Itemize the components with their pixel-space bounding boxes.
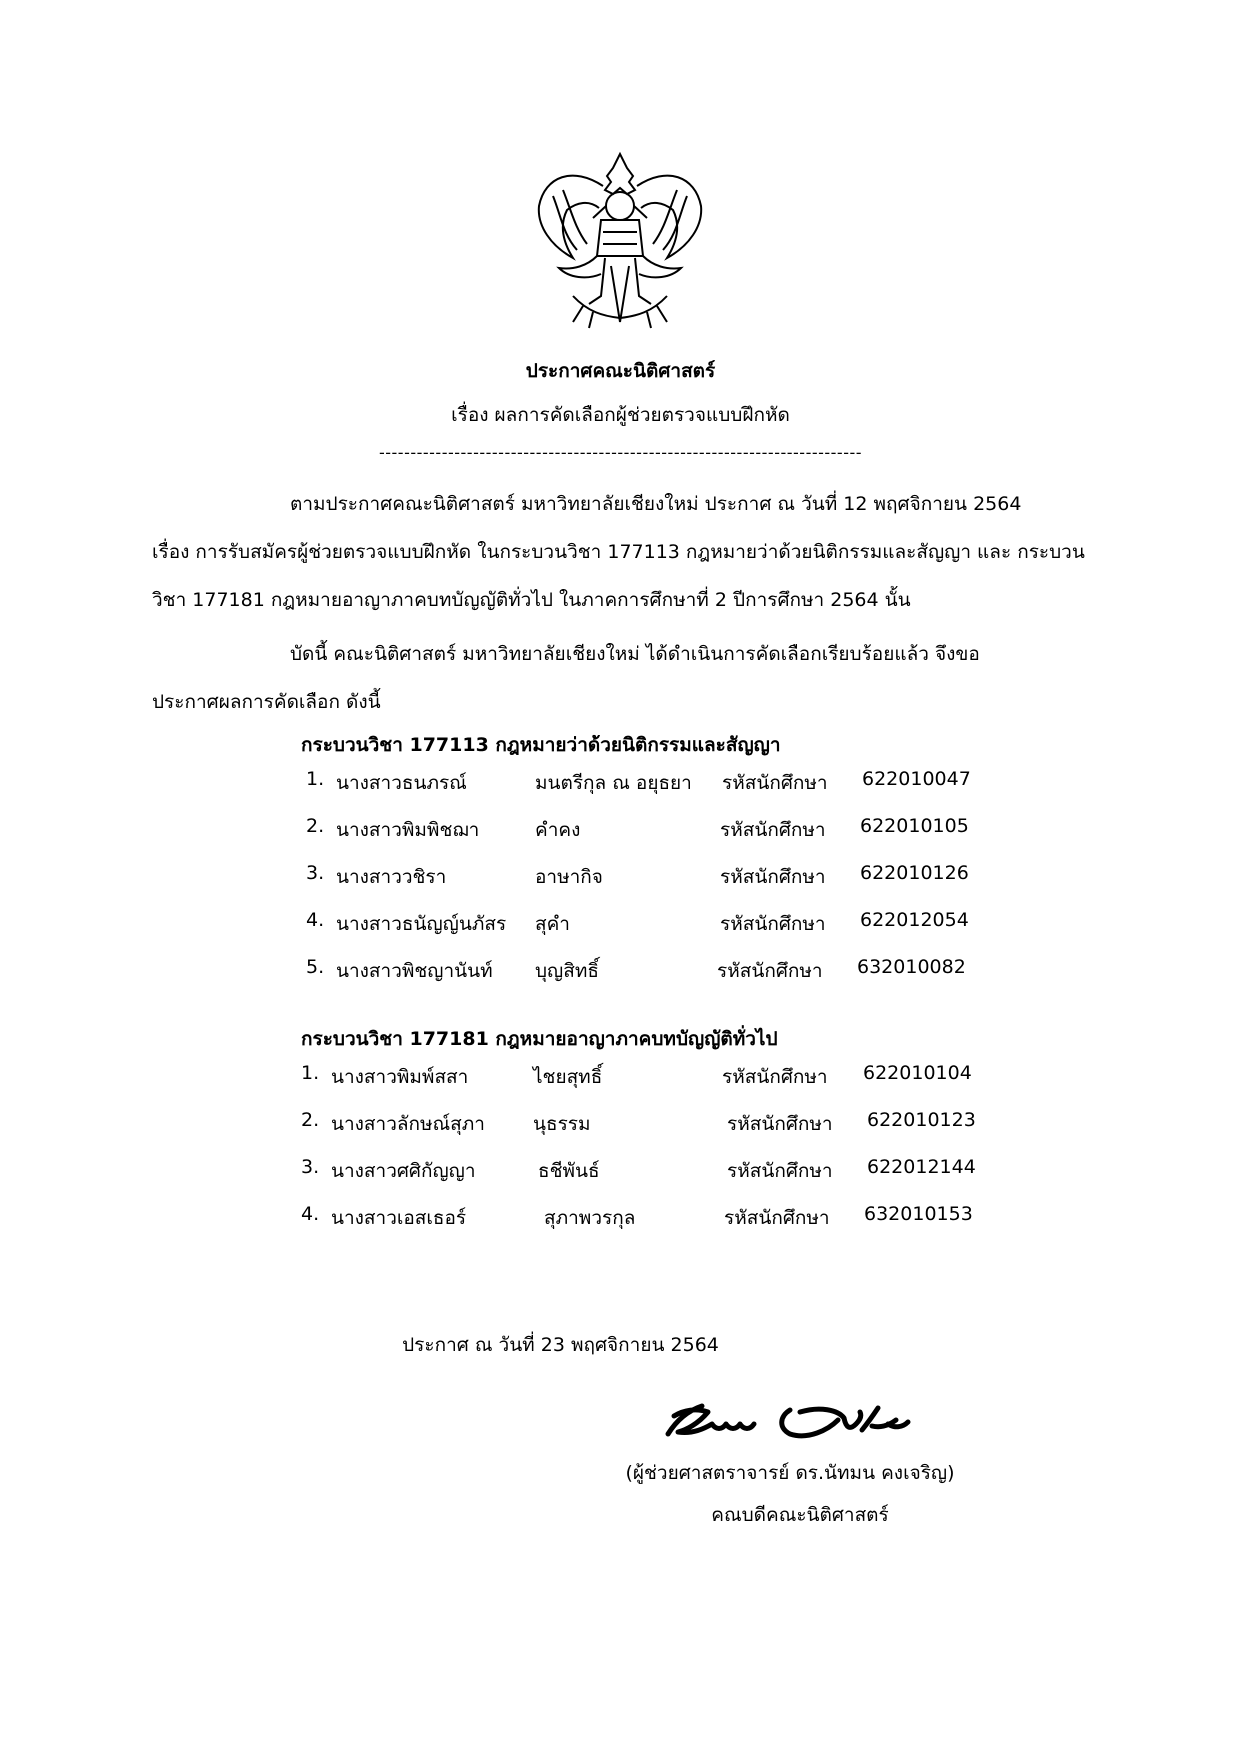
student-id-label: รหัสนักศึกษา [722,1066,828,1088]
student-id: 622010126 [860,862,969,884]
student-last-name: นุธรรม [533,1113,591,1135]
student-first-name: นางสาวพิชญานันท์ [336,960,493,982]
student-id: 622010047 [862,768,971,790]
student-id: 622010123 [867,1109,976,1131]
paragraph1-first-line: ตามประกาศคณะนิติศาสตร์ มหาวิทยาลัยเชียงใหม่ ประกาศ ณ วันที่ 12 พฤศจิกายน 2564 [290,493,1022,515]
student-last-name: บุญสิทธิ์ [535,960,599,982]
student-first-name: นางสาวพิมพ์สสา [331,1066,469,1088]
announce-date: ประกาศ ณ วันที่ 23 พฤศจิกายน 2564 [402,1334,719,1356]
student-id: 632010153 [864,1203,973,1225]
student-last-name: สุภาพวรกุล [544,1207,636,1229]
student-first-name: นางสาววชิรา [336,866,447,888]
item-number: 5. [306,956,325,978]
item-number: 1. [306,768,325,790]
paragraph1-rest: เรื่อง การรับสมัครผู้ช่วยตรวจแบบฝึกหัด ในกระบวนวิชา 177113 กฎหมายว่าด้วยนิติกรรมและสัญญา และ กระบวนวิชา 177181 กฎหมายอาญาภาคบทบัญญัติทั่วไป ในภาคการศึกษาที่ 2 ปีการศึกษา 2564 นั้น [152,541,1085,611]
student-last-name: คำคง [535,819,581,841]
student-id-label: รหัสนักศึกษา [727,1113,833,1135]
student-id: 622010104 [863,1062,972,1084]
page-title: ประกาศคณะนิติศาสตร์ [525,360,716,382]
student-last-name: ไชยสุทธิ์ [533,1066,603,1088]
student-first-name: นางสาวเอสเธอร์ [331,1207,467,1229]
divider: ----------------------------------------------------------------------------- [378,443,863,462]
student-id-label: รหัสนักศึกษา [722,772,828,794]
course-heading-177181: กระบวนวิชา 177181 กฎหมายอาญาภาคบทบัญญัติทั่วไป [301,1028,778,1050]
item-number: 2. [306,815,325,837]
student-id: 632010082 [857,956,966,978]
student-id-label: รหัสนักศึกษา [717,960,823,982]
paragraph-result-intro [152,630,1092,726]
course-heading-177113: กระบวนวิชา 177113 กฎหมายว่าด้วยนิติกรรมและสัญญา [301,734,781,756]
item-number: 1. [301,1062,320,1084]
signer-title: คณบดีคณะนิติศาสตร์ [711,1504,889,1526]
item-number: 4. [301,1203,320,1225]
subject-line: เรื่อง ผลการคัดเลือกผู้ช่วยตรวจแบบฝึกหัด [451,404,790,426]
signer-name: (ผู้ช่วยศาสตราจารย์ ดร.นัทมน คงเจริญ) [625,1462,955,1484]
student-first-name: นางสาวพิมพิชฌา [336,819,480,841]
item-number: 4. [306,909,325,931]
signature-icon [660,1390,920,1450]
item-number: 3. [301,1156,320,1178]
student-id: 622012054 [860,909,969,931]
student-id-label: รหัสนักศึกษา [724,1207,830,1229]
paragraph2-first-line: บัดนี้ คณะนิติศาสตร์ มหาวิทยาลัยเชียงใหม่ ได้ดำเนินการคัดเลือกเรียบร้อยแล้ว จึงขอ [290,643,980,665]
student-id-label: รหัสนักศึกษา [720,819,826,841]
item-number: 3. [306,862,325,884]
garuda-emblem-icon [533,146,708,334]
student-id: 622010105 [860,815,969,837]
student-first-name: นางสาวธนัญญ์นภัสร [336,913,507,935]
student-last-name: มนตรีกุล ณ อยุธยา [535,772,692,794]
student-last-name: ธชีพันธ์ [538,1160,600,1182]
item-number: 2. [301,1109,320,1131]
student-last-name: สุคำ [535,913,570,935]
student-id: 622012144 [867,1156,976,1178]
student-id-label: รหัสนักศึกษา [727,1160,833,1182]
paragraph2-rest: ประกาศผลการคัดเลือก ดังนี้ [152,691,381,713]
paragraph-announcement-reference [152,480,1092,624]
student-first-name: นางสาวศศิกัญญา [331,1160,476,1182]
student-id-label: รหัสนักศึกษา [720,866,826,888]
student-first-name: นางสาวลักษณ์สุภา [331,1113,485,1135]
student-id-label: รหัสนักศึกษา [720,913,826,935]
student-last-name: อาษากิจ [535,866,603,888]
student-first-name: นางสาวธนภรณ์ [336,772,467,794]
